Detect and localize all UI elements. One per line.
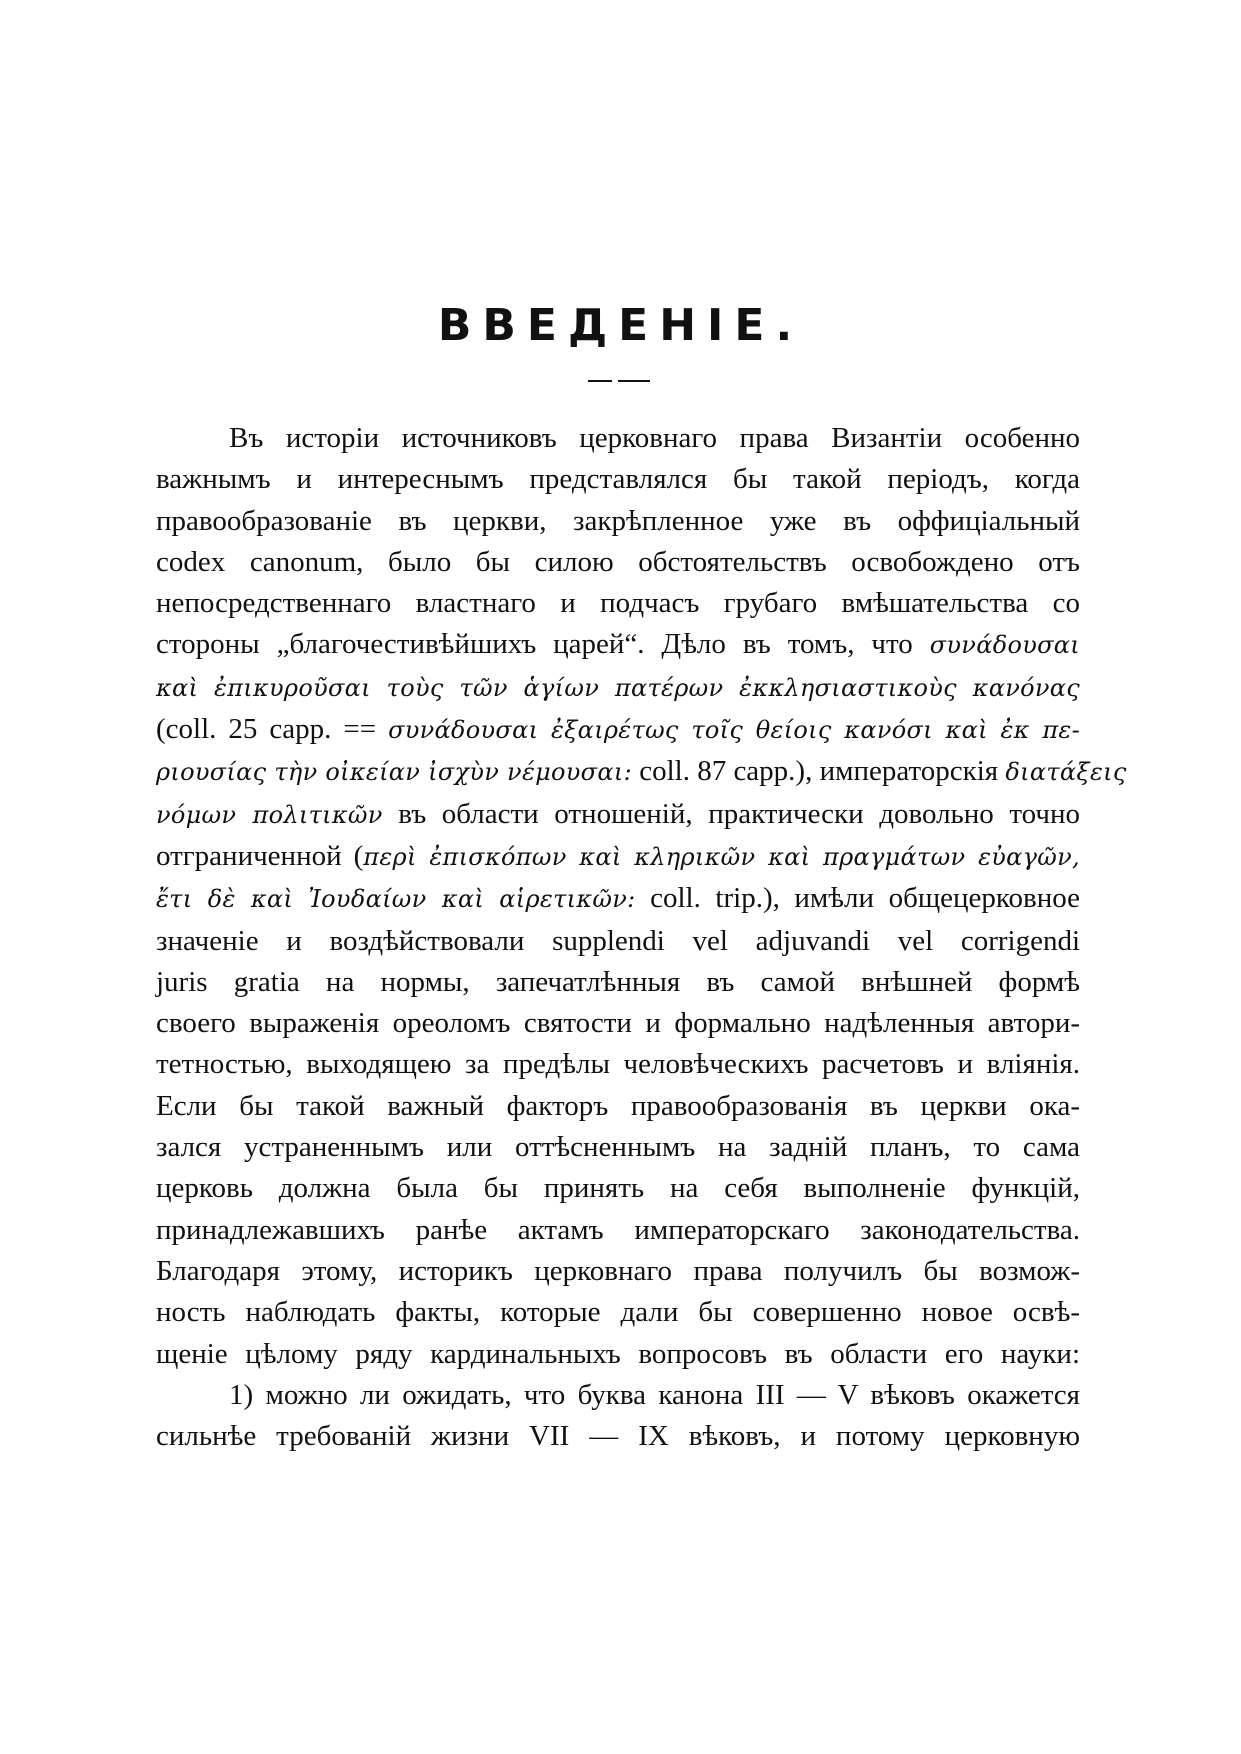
text-line: важнымъ и интереснымъ представлялся бы такой періодъ, когда — [156, 463, 1080, 496]
text-line: принадлежавшихъ ранѣе актамъ императорскаго законодательства. — [156, 1213, 1080, 1246]
text-line: Благодаря этому, историкъ церковнаго права получилъ бы возмож- — [156, 1254, 1080, 1287]
text-line: правообразованіе въ церкви, закрѣпленное уже въ оффиціальный — [156, 504, 1080, 537]
text-line: codex canonum, было бы силою обстоятельствъ освобождено отъ — [156, 545, 1080, 578]
page-title: ВВЕДЕНІЕ. — [437, 300, 804, 351]
body-text — [156, 418, 1127, 1457]
text-line: Если бы такой важный факторъ правообразованія въ церкви ока- — [156, 1089, 1080, 1122]
text-line: тетностью, выходящею за предѣлы человѣческихъ расчетовъ и вліянія. — [156, 1048, 1080, 1081]
text-line: щеніе цѣлому ряду кардинальныхъ вопросовъ въ области его науки: — [156, 1337, 1080, 1370]
text-line: ριουσίας τὴν οἰκείαν ἰσχὺν νέμουσαι: coll. 87 capp.), императорскія διατάξεις — [156, 755, 1127, 788]
text-line: 1) можно ли ожидать, что буква канона III — V вѣковъ окажется — [229, 1378, 1080, 1411]
text-line: ἔτι δὲ καὶ Ἰουδαίων καὶ αἱρετικῶν: coll. trip.), имѣли общецерковное — [156, 882, 1080, 915]
text-line: Въ исторіи источниковъ церковнаго права Византіи особенно — [229, 422, 1080, 454]
text-line: непосредственнаго властнаго и подчасъ грубаго вмѣшательства со — [156, 587, 1080, 620]
text-line: церковь должна была бы принять на себя выполненіе функцій, — [156, 1172, 1080, 1205]
title-divider — [588, 380, 650, 382]
text-line: зался устраненнымъ или оттѣсненнымъ на задній планъ, то сама — [156, 1131, 1080, 1164]
text-line: καὶ ἐπικυροῦσαι τοὺς τῶν ἁγίων πατέρων ἐκκλησιαστικοὺς κανόνας — [156, 673, 1080, 702]
text-line: стороны „благочестивѣйшихъ царей“. Дѣло въ томъ, что συνάδουσαι — [156, 628, 1080, 661]
text-line: νόμων πολιτικῶν въ области отношеній, практически довольно точно — [156, 797, 1080, 830]
text-line: juris gratia на нормы, запечатлѣнныя въ самой внѣшней формѣ — [156, 965, 1080, 998]
text-line: отграниченной (περὶ ἐπισκόπων καὶ κληρικῶν καὶ πραγμάτων εὐαγῶν, — [156, 839, 1080, 872]
text-line: сильнѣе требованій жизни VII — IX вѣковъ, и потому церковную — [156, 1420, 1080, 1453]
text-line: (coll. 25 capp. == συνάδουσαι ἐξαιρέτως τοῖς θείοις κανόσι καὶ ἐκ πε- — [156, 713, 1081, 746]
text-line: значеніе и воздѣйствовали supplendi vel adjuvandi vel corrigendi — [156, 924, 1080, 957]
text-line: своего выраженія ореоломъ святости и формально надѣленныя автори- — [156, 1007, 1080, 1040]
text-line: ность наблюдать факты, которые дали бы совершенно новое освѣ- — [156, 1296, 1080, 1329]
